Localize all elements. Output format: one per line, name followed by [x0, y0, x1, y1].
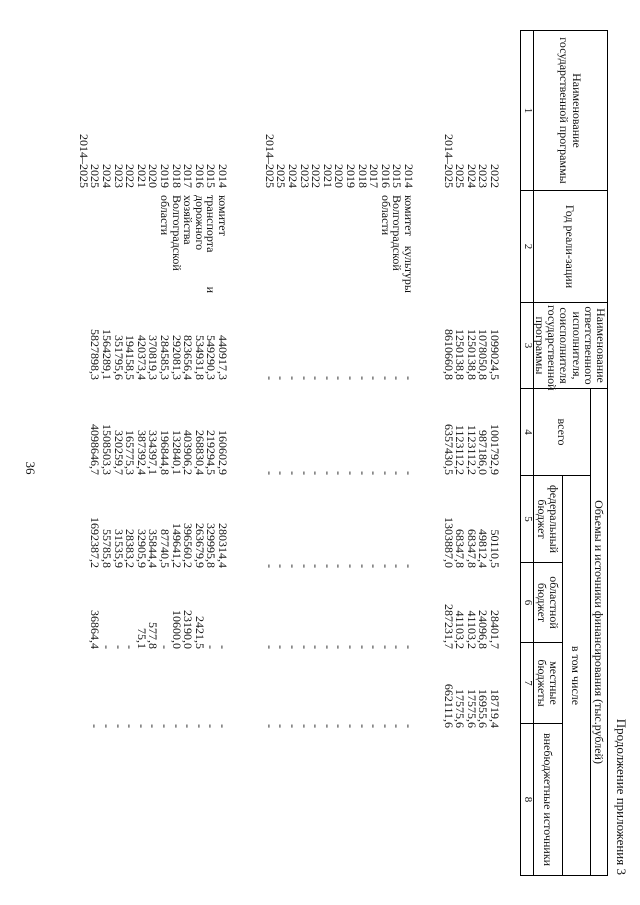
table-cell: -: [111, 724, 126, 728]
table-cell: 24096,8: [476, 610, 491, 649]
table-cell: 18719,4: [488, 689, 502, 728]
federal-column: [77, 406, 228, 475]
table-cell: 2014: [216, 164, 230, 188]
table-cell: -: [355, 645, 370, 649]
table-cell: 28383,2: [123, 529, 138, 568]
table-cell: -: [274, 564, 289, 568]
table-cell: -: [320, 724, 335, 728]
table-cell: 165775,3: [123, 430, 138, 475]
table-cell: 2016: [378, 164, 393, 188]
table-cell: -: [402, 564, 416, 568]
table-cell: -: [402, 724, 416, 728]
table-cell: -: [181, 724, 196, 728]
table-cell: 55785,8: [100, 529, 115, 568]
total-column: [442, 305, 500, 380]
table-cell: 2024: [464, 164, 479, 188]
local-column: [442, 580, 500, 649]
local-column: [263, 580, 414, 649]
table-cell: 68347,8: [464, 529, 479, 568]
table-cell: -: [320, 564, 335, 568]
table-cell: 823656,4: [181, 335, 196, 380]
table-cell: -: [274, 645, 289, 649]
header-local: местные бюджеты: [533, 643, 562, 724]
table-cell: 287231,7: [441, 604, 456, 649]
table-cell: 87740,5: [158, 529, 173, 568]
table-cell: -: [297, 471, 312, 475]
executor-culture: комитет культуры Волгоградской области: [378, 195, 416, 293]
extrabudget-column: [77, 663, 228, 728]
table-cell: 5827898,3: [88, 329, 103, 380]
table-cell: 160602,9: [216, 430, 230, 475]
table-cell: 2023: [476, 164, 491, 188]
table-cell: -: [216, 645, 230, 649]
table-cell: -: [274, 376, 289, 380]
group-totals: [438, 30, 504, 875]
years-column: [442, 118, 500, 188]
financing-table: [52, 30, 608, 875]
table-cell: 16955,6: [476, 689, 491, 728]
table-cell: -: [100, 724, 115, 728]
table-cell: 35844,4: [146, 529, 161, 568]
years-column: [77, 118, 228, 188]
table-cell: 28401,7: [488, 610, 502, 649]
header-col-8: 8: [521, 724, 533, 876]
table-cell: -: [262, 724, 277, 728]
table-cell: -: [309, 471, 324, 475]
table-cell: [77, 305, 89, 380]
table-cell: -: [309, 645, 324, 649]
local-column: [77, 580, 228, 649]
table-cell: -: [100, 645, 115, 649]
table-cell: -: [262, 645, 277, 649]
table-cell: -: [378, 564, 393, 568]
table-cell: 36864,4: [88, 610, 103, 649]
table-cell: -: [262, 376, 277, 380]
table-cell: 284585,3: [158, 335, 173, 380]
table-cell: 2021: [134, 164, 149, 188]
total-column: [263, 305, 414, 380]
table-cell: 280314,4: [216, 523, 230, 568]
table-cell: 2019: [158, 164, 173, 188]
table-cell: 32905,9: [134, 529, 149, 568]
table-cell: -: [309, 564, 324, 568]
table-cell: -: [367, 645, 382, 649]
table-cell: 2023: [111, 164, 126, 188]
table-cell: 219294,5: [204, 430, 219, 475]
table-cell: -: [402, 471, 416, 475]
table-cell: 440917,3: [216, 335, 230, 380]
table-cell: 1692387,2: [88, 517, 103, 568]
table-cell: -: [204, 645, 219, 649]
table-cell: 2022: [309, 164, 324, 188]
table-cell: 351795,6: [111, 335, 126, 380]
table-cell: 194158,5: [123, 335, 138, 380]
table-cell: -: [309, 376, 324, 380]
extrabudget-column: [263, 663, 414, 728]
table-cell: -: [320, 471, 335, 475]
table-cell: 1303887,0: [441, 517, 456, 568]
table-cell: -: [192, 724, 207, 728]
executor-transport: комитет транспорта и дорожного хозяйства Волгоградской области: [158, 195, 230, 293]
table-cell: -: [344, 645, 359, 649]
table-cell: -: [158, 645, 173, 649]
table-cell: -: [355, 376, 370, 380]
table-cell: -: [332, 724, 347, 728]
table-cell: 6357430,5: [441, 424, 456, 475]
table-cell: 31535,9: [111, 529, 126, 568]
header-extrabudget: внебюджетные источники: [533, 724, 562, 876]
header-including: в том числе: [562, 476, 590, 876]
table-cell: 1564289,1: [100, 329, 115, 380]
header-federal: федеральный бюджет: [533, 476, 562, 563]
table-cell: 662111,6: [441, 683, 456, 728]
table-cell: -: [402, 376, 416, 380]
table-cell: 17575,6: [453, 689, 468, 728]
table-cell: -: [286, 471, 301, 475]
appendix-title: Продолжение приложения 3: [614, 718, 629, 875]
header-col-7: 7: [521, 643, 533, 724]
regional-column: [263, 492, 414, 568]
table-cell: 41103,2: [453, 610, 468, 649]
table-cell: -: [332, 471, 347, 475]
table-cell: 2024: [286, 164, 301, 188]
table-cell: -: [204, 724, 219, 728]
header-col-6: 6: [521, 563, 533, 643]
table-cell: 2017: [181, 164, 196, 188]
table-cell: -: [390, 376, 405, 380]
table-cell: -: [332, 564, 347, 568]
table-cell: 292081,3: [169, 335, 184, 380]
table-cell: [77, 663, 89, 728]
header-col-1: 1: [521, 31, 533, 191]
table-cell: 49812,4: [476, 529, 491, 568]
table-cell: -: [367, 376, 382, 380]
table-cell: -: [390, 564, 405, 568]
table-cell: 2022: [488, 164, 502, 188]
table-cell: 75,1: [134, 628, 149, 649]
federal-column: [442, 406, 500, 475]
table-cell: -: [390, 645, 405, 649]
table-cell: 2017: [367, 164, 382, 188]
table-cell: [77, 580, 89, 649]
table-cell: 2023: [297, 164, 312, 188]
table-cell: 534931,8: [192, 335, 207, 380]
table-cell: -: [344, 724, 359, 728]
regional-column: [442, 492, 500, 568]
group-culture: [252, 30, 418, 875]
table-cell: 41103,2: [464, 610, 479, 649]
table-cell: -: [262, 471, 277, 475]
table-cell: -: [390, 471, 405, 475]
table-cell: 149641,2: [169, 523, 184, 568]
table-cell: -: [111, 645, 126, 649]
table-cell: -: [286, 564, 301, 568]
table-cell: -: [297, 645, 312, 649]
header-volumes: Объемы и источники финансирования (тыс.рублей): [591, 389, 608, 876]
years-column: [263, 118, 414, 188]
table-cell: -: [378, 471, 393, 475]
federal-column: [263, 406, 414, 475]
table-cell: 387392,4: [134, 430, 149, 475]
table-cell: 2014–2025: [76, 134, 91, 188]
table-cell: -: [332, 376, 347, 380]
table-cell: 68347,8: [453, 529, 468, 568]
header-program-name: Наименование государственной программы: [533, 31, 607, 191]
table-cell: 2421,5: [192, 616, 207, 649]
table-cell: 1123112,2: [464, 424, 479, 475]
table-cell: -: [344, 564, 359, 568]
table-cell: 1250138,8: [464, 329, 479, 380]
table-cell: -: [355, 471, 370, 475]
table-cell: 396560,2: [181, 523, 196, 568]
table-cell: -: [286, 376, 301, 380]
table-cell: [77, 406, 89, 475]
table-cell: 132840,1: [169, 430, 184, 475]
table-cell: [77, 492, 89, 568]
table-cell: 196844,8: [158, 430, 173, 475]
table-cell: 2014–2025: [441, 134, 456, 188]
table-cell: -: [367, 724, 382, 728]
table-cell: -: [378, 376, 393, 380]
table-cell: -: [146, 724, 161, 728]
table-cell: 2025: [453, 164, 468, 188]
table-cell: -: [123, 645, 138, 649]
total-column: [77, 305, 228, 380]
table-cell: -: [286, 645, 301, 649]
regional-column: [77, 492, 228, 568]
table-cell: 1508503,3: [100, 424, 115, 475]
table-cell: 2025: [88, 164, 103, 188]
table-cell: 403906,2: [181, 430, 196, 475]
table-cell: -: [378, 645, 393, 649]
table-cell: -: [169, 724, 184, 728]
table-cell: -: [274, 471, 289, 475]
table-cell: 23190,0: [181, 610, 196, 649]
table-cell: 1099024,5: [488, 329, 502, 380]
table-cell: 2019: [344, 164, 359, 188]
table-cell: -: [274, 724, 289, 728]
table-cell: -: [297, 564, 312, 568]
table-cell: 263679,9: [192, 523, 207, 568]
table-cell: -: [216, 724, 230, 728]
table-cell: -: [88, 724, 103, 728]
table-cell: 8610660,8: [441, 329, 456, 380]
table-cell: 4098646,7: [88, 424, 103, 475]
table-cell: -: [309, 724, 324, 728]
table-header: [520, 30, 608, 876]
table-body: [52, 30, 504, 875]
table-cell: -: [262, 564, 277, 568]
header-col-4: 4: [521, 389, 533, 476]
table-cell: -: [320, 645, 335, 649]
table-cell: 2015: [390, 164, 405, 188]
header-regional: областной бюджет: [533, 563, 562, 643]
table-cell: -: [355, 564, 370, 568]
table-cell: -: [332, 645, 347, 649]
header-col-3: 3: [521, 303, 533, 389]
table-cell: -: [320, 376, 335, 380]
table-cell: 577,8: [146, 622, 161, 649]
table-cell: 2018: [355, 164, 370, 188]
table-cell: 2018: [169, 164, 184, 188]
table-cell: 549290,3: [204, 335, 219, 380]
table-cell: 320259,7: [111, 430, 126, 475]
header-year: Год реали-зации: [533, 191, 607, 303]
header-col-5: 5: [521, 476, 533, 563]
table-cell: 1078050,8: [476, 329, 491, 380]
header-col-2: 2: [521, 191, 533, 303]
table-cell: 2020: [146, 164, 161, 188]
table-cell: -: [158, 724, 173, 728]
table-cell: -: [286, 724, 301, 728]
table-cell: 334397,1: [146, 430, 161, 475]
table-cell: 420373,4: [134, 335, 149, 380]
table-cell: 329995,8: [204, 523, 219, 568]
table-cell: 2024: [100, 164, 115, 188]
table-cell: 2014: [402, 164, 416, 188]
table-cell: 2022: [123, 164, 138, 188]
table-cell: 2015: [204, 164, 219, 188]
table-cell: 268830,4: [192, 430, 207, 475]
header-executor: Наименование ответственного исполнителя, соисполнителя государственной программы: [533, 303, 607, 389]
table-cell: -: [378, 724, 393, 728]
table-cell: 2021: [320, 164, 335, 188]
table-cell: 10600,0: [169, 610, 184, 649]
table-cell: -: [367, 564, 382, 568]
table-cell: 1123112,2: [453, 424, 468, 475]
group-transport: [72, 30, 232, 875]
table-cell: -: [390, 724, 405, 728]
table-cell: -: [402, 645, 416, 649]
table-cell: 2016: [192, 164, 207, 188]
table-cell: 2025: [274, 164, 289, 188]
header-total: всего: [533, 389, 590, 476]
table-cell: 17575,6: [464, 689, 479, 728]
table-cell: -: [355, 724, 370, 728]
table-cell: 2014–2025: [262, 134, 277, 188]
table-cell: 2020: [332, 164, 347, 188]
table-cell: 987186,0: [476, 430, 491, 475]
table-cell: -: [297, 724, 312, 728]
table-cell: 1001792,9: [488, 424, 502, 475]
table-cell: 50110,5: [488, 529, 502, 568]
table-cell: -: [344, 471, 359, 475]
extrabudget-column: [442, 663, 500, 728]
table-cell: -: [344, 376, 359, 380]
page-number: 36: [23, 461, 38, 475]
table-cell: -: [367, 471, 382, 475]
table-cell: -: [134, 724, 149, 728]
table-cell: 1250138,8: [453, 329, 468, 380]
table-cell: -: [123, 724, 138, 728]
table-cell: 370819,3: [146, 335, 161, 380]
table-cell: -: [297, 376, 312, 380]
